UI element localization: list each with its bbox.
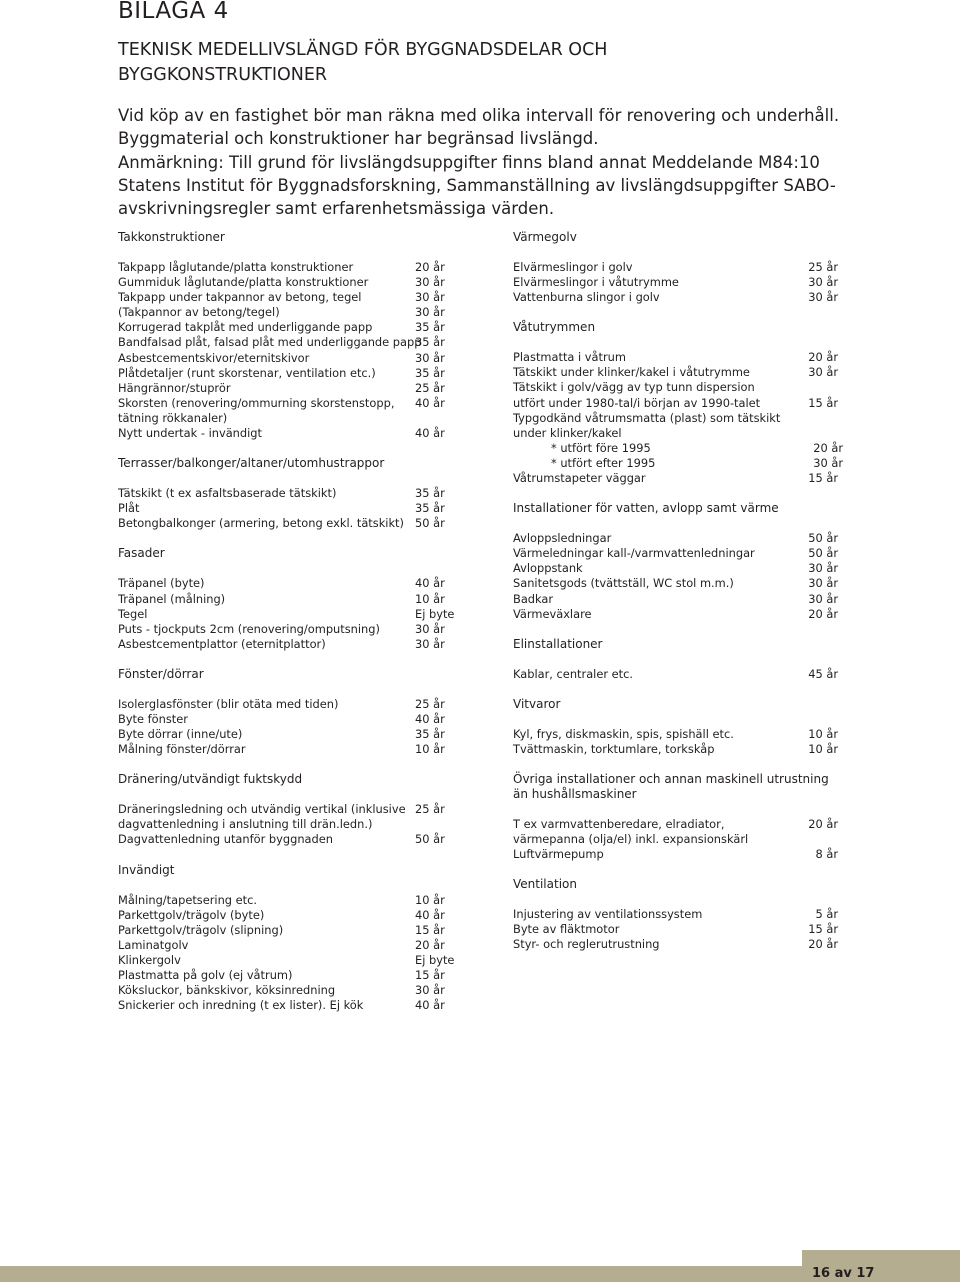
table-row <box>118 727 458 742</box>
section-ventilation <box>513 877 843 952</box>
table-row <box>118 275 458 290</box>
row-value: 25 år <box>808 260 838 274</box>
row-value: 35 år <box>415 335 445 350</box>
table-row <box>118 893 458 908</box>
row-value: 15 år <box>808 922 838 937</box>
row-value: 10 år <box>808 741 838 756</box>
row-value: 40 år <box>415 395 445 410</box>
row-value: Ej byte <box>415 952 455 967</box>
table-row <box>513 531 843 546</box>
row-label: Plastmatta i våtrum <box>513 350 626 365</box>
row-value: 30 år <box>415 983 445 998</box>
table-row <box>513 350 843 365</box>
table-row <box>118 290 458 305</box>
row-value: 20 år <box>808 606 838 621</box>
table-row <box>118 260 458 275</box>
row-label: Plåtdetaljer (runt skorstenar, ventilation etc.) <box>118 365 376 380</box>
section-heading: Terrasser/balkonger/altaner/utomhustrappor <box>118 456 385 471</box>
table-row <box>118 998 458 1013</box>
row-label: Luftvärmepump <box>513 847 604 862</box>
row-label: Parkettgolv/trägolv (slipning) <box>118 922 284 937</box>
row-label: Plastmatta på golv (ej våtrum) <box>118 968 293 982</box>
table-row <box>118 742 458 757</box>
table-row <box>513 742 843 757</box>
row-label: Asbestcementplattor (eternitplattor) <box>118 636 326 651</box>
row-value: 25 år <box>415 696 445 711</box>
row-value: Ej byte <box>415 606 455 621</box>
row-value: 30 år <box>415 350 445 365</box>
row-label: Takpapp låglutande/platta konstruktioner <box>118 260 354 274</box>
row-label: Tätskikt (t ex asfaltsbaserade tätskikt) <box>118 486 337 501</box>
row-value: 20 år <box>415 260 445 274</box>
row-value: 30 år <box>415 305 445 320</box>
row-value: 5 år <box>815 907 838 922</box>
table-row <box>118 802 458 832</box>
row-label: Puts - tjockputs 2cm (renovering/omputsning) <box>118 621 380 636</box>
row-value: 20 år <box>808 816 838 831</box>
table-row <box>513 275 843 290</box>
section-ovriga <box>513 772 843 862</box>
table-row <box>513 260 843 275</box>
row-label: Tätskikt under klinker/kakel i våtutrymme <box>513 365 750 380</box>
table-row <box>118 637 458 652</box>
table-row <box>118 983 458 998</box>
row-value: 25 år <box>415 380 445 395</box>
row-value: 35 år <box>415 501 445 516</box>
row-value: 30 år <box>808 290 838 305</box>
table-row <box>118 351 458 366</box>
row-value: 15 år <box>808 471 838 486</box>
section-installationer <box>513 501 843 622</box>
table-row <box>513 607 843 622</box>
table-row <box>118 607 458 622</box>
row-label: utfört under 1980-tal/i början av 1990-talet <box>513 395 761 410</box>
table-row <box>513 396 843 411</box>
section-heading: Elinstallationer <box>513 636 603 651</box>
section-fonster <box>118 667 458 757</box>
row-label: Snickerier och inredning (t ex lister). Ej kök <box>118 998 364 1013</box>
row-label: Tvättmaskin, torktumlare, torkskåp <box>513 741 715 756</box>
row-label: Styr- och reglerutrustning <box>513 937 660 952</box>
table-row <box>513 667 843 682</box>
table-row <box>118 335 458 350</box>
table-row <box>513 817 843 847</box>
row-label: Parkettgolv/trägolv (byte) <box>118 907 265 922</box>
row-label: Bandfalsad plåt, falsad plåt med underliggande papp <box>118 335 422 350</box>
section-takkonstruktioner <box>118 230 458 441</box>
table-row <box>513 365 843 380</box>
row-label: Typgodkänd våtrumsmatta (plast) som tätskikt under klinker/kakel <box>513 410 781 440</box>
row-value: 20 år <box>415 937 445 952</box>
page-label: BILAGA 4 <box>118 0 229 24</box>
section-vatutrymmen <box>513 320 843 486</box>
row-label: Dagvattenledning utanför byggnaden <box>118 832 333 847</box>
row-label: Klinkergolv <box>118 952 181 967</box>
section-vitvaror <box>513 697 843 757</box>
table-row <box>513 471 843 486</box>
row-label: Avloppsledningar <box>513 531 612 546</box>
row-label: Korrugerad takplåt med underliggande papp <box>118 320 373 335</box>
row-value: 30 år <box>415 290 445 305</box>
row-label: Värmeväxlare <box>513 606 592 621</box>
table-row <box>118 486 458 501</box>
row-label: Elvärmeslingor i golv <box>513 260 633 274</box>
table-row <box>118 832 458 847</box>
table-row <box>118 576 458 591</box>
row-label: Asbestcementskivor/eternitskivor <box>118 350 310 365</box>
row-label: (Takpannor av betong/tegel) <box>118 305 280 320</box>
intro-note: Anmärkning: Till grund för livslängdsuppgifter finns bland annat Meddelande M84:10 Statens Institut för Byggnadsforskning, Sammanställning av livslängdsuppgifter SABO-avskrivningsregler samt erfarenhetsmässiga värden. <box>118 152 836 219</box>
row-label: Avloppstank <box>513 561 583 576</box>
table-row <box>513 922 843 937</box>
row-value: 30 år <box>415 275 445 290</box>
section-heading: Våtutrymmen <box>513 320 596 335</box>
row-value: 15 år <box>415 922 445 937</box>
row-label: Isolerglasfönster (blir otäta med tiden) <box>118 696 339 711</box>
table-row <box>118 968 458 983</box>
section-heading: Dränering/utvändigt fuktskydd <box>118 772 303 787</box>
table-row <box>513 290 843 305</box>
row-label: * utfört före 1995 <box>551 440 651 455</box>
row-value: 40 år <box>415 907 445 922</box>
row-value: 30 år <box>808 591 838 606</box>
table-row <box>513 937 843 952</box>
row-value: 50 år <box>415 832 445 847</box>
row-label: Injustering av ventilationssystem <box>513 907 703 922</box>
row-label: Badkar <box>513 591 554 606</box>
row-label: Byte dörrar (inne/ute) <box>118 727 243 742</box>
row-label: Takpapp under takpannor av betong, tegel <box>118 290 362 305</box>
table-row <box>118 396 458 426</box>
row-value: 40 år <box>415 711 445 726</box>
table-row <box>118 320 458 335</box>
row-value: 10 år <box>415 892 445 907</box>
table-row <box>118 305 458 320</box>
row-label: Träpanel (målning) <box>118 591 226 606</box>
section-heading: Installationer för vatten, avlopp samt värme <box>513 501 779 516</box>
row-value: 35 år <box>415 365 445 380</box>
table-row <box>118 697 458 712</box>
row-value: 30 år <box>808 275 838 290</box>
row-value: 50 år <box>808 531 838 546</box>
section-heading: Takkonstruktioner <box>118 230 225 244</box>
row-label: Målning fönster/dörrar <box>118 742 246 757</box>
row-value: 50 år <box>415 516 445 531</box>
table-row <box>513 546 843 561</box>
row-value: 30 år <box>808 365 838 380</box>
row-label: T ex varmvattenberedare, elradiator, värmepanna (olja/el) inkl. expansionskärl <box>513 816 749 847</box>
document-title: TEKNISK MEDELLIVSLÄNGD FÖR BYGGNADSDELAR OCH BYGGKONSTRUKTIONER <box>118 40 608 85</box>
table-row <box>513 380 843 395</box>
row-label: Dräneringsledning och utvändig vertikal (inklusive dagvattenledning i anslutning till drän.ledn.) <box>118 802 406 832</box>
row-value <box>793 380 838 395</box>
table-row <box>118 923 458 938</box>
row-value: 10 år <box>415 742 445 757</box>
row-value <box>793 411 838 441</box>
section-heading: Ventilation <box>513 877 577 892</box>
row-value: 45 år <box>808 666 838 681</box>
table-row <box>513 576 843 591</box>
section-heading: Vitvaror <box>513 696 561 711</box>
row-label: Träpanel (byte) <box>118 576 205 591</box>
row-value: 10 år <box>415 591 445 606</box>
row-label: Laminatgolv <box>118 937 189 952</box>
section-fasader <box>118 546 458 651</box>
section-elinstallationer <box>513 637 843 682</box>
row-value: 40 år <box>415 998 445 1013</box>
table-row <box>118 381 458 396</box>
row-value: 20 år <box>813 440 843 455</box>
table-row <box>118 516 458 531</box>
section-varmegolv <box>513 230 843 305</box>
section-heading: Fönster/dörrar <box>118 666 204 681</box>
row-value: 35 år <box>415 486 445 501</box>
row-value: 15 år <box>808 395 838 410</box>
section-heading: Värmegolv <box>513 230 577 244</box>
table-row <box>118 938 458 953</box>
intro-paragraph: Vid köp av en fastighet bör man räkna med olika intervall för renovering och underhåll. Byggmaterial och konstruktioner har begränsad livslängd. <box>118 106 840 149</box>
row-value: 20 år <box>808 350 838 365</box>
left-column <box>118 230 458 1028</box>
row-label: Betongbalkonger (armering, betong exkl. tätskikt) <box>118 516 404 531</box>
row-value: 8 år <box>815 847 838 862</box>
row-value: 35 år <box>415 320 445 335</box>
row-label: Elvärmeslingor i våtutrymme <box>513 275 679 290</box>
row-value: 30 år <box>808 561 838 576</box>
row-label: Gummiduk låglutande/platta konstruktioner <box>118 275 369 290</box>
section-heading: Övriga installationer och annan maskinell utrustning än hushållsmaskiner <box>513 771 829 801</box>
table-row <box>118 592 458 607</box>
table-row <box>118 501 458 516</box>
row-label: Sanitetsgods (tvättställ, WC stol m.m.) <box>513 576 734 591</box>
row-value: 15 år <box>415 968 445 982</box>
row-value: 30 år <box>808 576 838 591</box>
table-row <box>118 908 458 923</box>
row-label: Kyl, frys, diskmaskin, spis, spishäll etc. <box>513 726 734 741</box>
row-value: 35 år <box>415 727 445 742</box>
row-label: Köksluckor, bänkskivor, köksinredning <box>118 983 336 998</box>
row-label: Målning/tapetsering etc. <box>118 892 258 907</box>
section-invandigt <box>118 863 458 1014</box>
row-value: 25 år <box>415 802 445 817</box>
table-row <box>513 456 843 471</box>
row-value: 40 år <box>415 426 445 441</box>
right-column <box>513 230 843 968</box>
table-row <box>513 411 843 441</box>
table-row <box>118 426 458 441</box>
table-row <box>118 953 458 968</box>
page-number: 16 av 17 <box>812 1266 875 1281</box>
row-label: Värmeledningar kall-/varmvattenledningar <box>513 546 755 561</box>
row-label: Tegel <box>118 606 148 621</box>
row-value: 30 år <box>415 636 445 651</box>
row-label: Kablar, centraler etc. <box>513 666 634 681</box>
section-heading: Invändigt <box>118 862 175 877</box>
row-label: Skorsten (renovering/ommurning skorstenstopp, tätning rökkanaler) <box>118 395 395 425</box>
section-heading: Fasader <box>118 546 165 561</box>
table-row <box>513 847 843 862</box>
row-label: Tätskikt i golv/vägg av typ tunn dispersion <box>513 380 755 395</box>
section-terrasser <box>118 456 458 531</box>
table-row <box>513 907 843 922</box>
section-dranering <box>118 772 458 847</box>
row-label: Byte av fläktmotor <box>513 922 620 937</box>
row-label: Byte fönster <box>118 711 188 726</box>
row-value: 20 år <box>808 937 838 952</box>
row-label: Hängrännor/stuprör <box>118 380 231 395</box>
table-row <box>513 592 843 607</box>
table-row <box>513 727 843 742</box>
table-row <box>118 712 458 727</box>
table-row <box>513 441 843 456</box>
row-value: 40 år <box>415 576 445 591</box>
row-value: 30 år <box>415 621 445 636</box>
row-value: 10 år <box>808 726 838 741</box>
row-label: Nytt undertak - invändigt <box>118 426 262 441</box>
table-row <box>118 366 458 381</box>
table-row <box>513 561 843 576</box>
row-label: Våtrumstapeter väggar <box>513 471 646 486</box>
row-label: * utfört efter 1995 <box>551 455 656 470</box>
intro-text <box>118 104 878 220</box>
row-value: 50 år <box>808 546 838 561</box>
table-row <box>118 622 458 637</box>
row-label: Vattenburna slingor i golv <box>513 290 660 305</box>
row-label: Plåt <box>118 501 140 516</box>
row-value: 30 år <box>813 455 843 470</box>
